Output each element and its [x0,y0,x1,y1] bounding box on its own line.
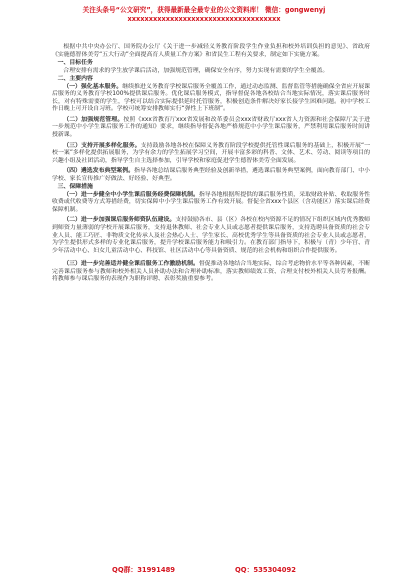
section-2-lead: （二）加强规范管理。 [63,116,124,123]
banner-line1 [0,6,408,15]
banner-wechat-id: gongwenyj [284,6,326,14]
measure-1-lead: （一）进一步健全中小学生课后服务经费保障机制。 [63,191,199,198]
section-4-text: 指导各地总结课后服务典型经验及创新举措，遴选课后服务典型案例，面向教育部门、中小学校、家长宣传推广好做法、好经验、好典型。 [52,168,371,182]
contact-footer [0,564,408,574]
banner-line1-text: 关注头条号“公文研究”，获得最新最全最专业的公文资料库！ 微信： [82,6,285,14]
measure-2 [52,217,370,255]
qq-group: QQ群：31991489 [112,566,176,574]
measure-3-lead: （三）进一步完善适并健全课后服务工作激励机制。 [63,261,199,268]
measure-2-text: 支持鼓励各市、县（区）各校在校内资源不足的情况下组织区域内优秀教师到师资力量薄弱的学校开展课后服务，支持退休教师、社会专业人员或志愿者提供课后服务，支持选聘具备资质的社会专业人员、能工巧匠、非物质文化传承人及社会热心人士、学生家长、高校优秀学生等具备资质的社会专业人员或志愿者，为学生提供形式多样的专业化课后服务，提升学校课后服务能力和吸引力。在教育部门指导下，积极与（青）少年宫、青少年活动中心、妇女儿童活动中心、科技馆、社区活动中心等具备资质、规范的社会机构和组织合作提供服务。 [52,217,371,254]
promo-banner [0,6,408,24]
goal-paragraph: 合理安排有需求的学生放学课后活动，加强规范管理，确保安全有序，努力实现有需要的学生全覆盖。 [63,67,329,74]
section-2-text: 按照《xxx省教育厅xxx省发展和改革委员会xxx省财政厅xxx省人力资源和社会保障厅关于进一步规范中小学生课后服务工作的通知》要求，继续指导督促各地严格规范中小学生课后服务，严禁利用课后服务时间讲授新课。 [52,116,370,139]
section-3 [52,143,370,166]
section-1-lead: （一）强化基本服务。 [63,83,123,90]
heading-goal: 一、目标任务 [57,60,93,67]
heading-measures: 三、保障措施 [57,184,93,191]
qq-number: QQ：535304092 [235,566,296,574]
intro-paragraph: 根据中共中央办公厅、国务院办公厅《关于进一步减轻义务教育阶段学生作业负担和校外培训负担的意见》、省政府《实施德智体美劳“五大行动”全面提高育人质量工作方案》和省民生工程有关要求，制定如下实施方案。 [52,44,370,58]
measure-3-text: 督促推动各地结合当地实际，综合考虑物价水平等各种因素，不断完善课后服务参与教师和校外相关人员补助办法和合理补助标准，落实教师绩效工资、合理支付校外相关人员劳务报酬。将教师参与课后服务的表现作为职称评聘、表彰奖励重要参考。 [52,261,371,283]
measure-1-text: 指导各地根据所提供的课后服务性质，采取财政补贴、收取服务性收费或代收费等方式筹措经费，切实保障中小学生课后服务工作有效开展。督促全省xxx个县区（含功能区）落实课后经费保障机制。 [52,191,371,213]
section-1 [52,84,370,114]
section-4 [52,168,370,183]
section-3-text: 支持鼓励各地各校在保障义务教育阶段学校提供托管性课后服务的基础上，积极开展“一校一案”多样化提供拓展服务，为学有余力的学生拓展学习空间，开展丰富多彩的科普、文体、艺术、劳动、阅读等项目的兴趣小组及社团活动，指导学生自主选择参加，引导学校和家庭促进学生德智体美劳全面发展。 [52,142,371,164]
section-4-lead: （四）遴选发布典型案例。 [63,168,135,175]
section-1-text: 继续推进义务教育学校课后服务全覆盖工作，通过动态监测、监督监管等措施确保全省应开展课后服务的义务教育学校100%提供课后服务。优化课后服务模式，指导督促各地各校结合当地实际情况，落实课后服务时长，对有特殊需要的学生，学校可以结合实际提供延时托管服务，积极创造条件解决好家长接学生困难问题。初中学校工作日晚上可开设自习班。学校可统筹安排教师实行“弹性上下班制”。 [52,83,371,113]
section-2 [52,117,370,140]
section-3-lead: （三）支持开展多样化服务。 [63,142,141,149]
heading-content: 二、主要内容 [57,76,93,83]
measure-3 [52,261,370,284]
document-body [52,44,370,284]
measure-1 [52,192,370,215]
measure-2-lead: （二）进一步加强课后服务师资队伍建设。 [63,217,176,224]
banner-line2: xxxxxxxxxxxxxxxxxxxxxxxxxxxxxxxxxxxx [127,15,281,23]
